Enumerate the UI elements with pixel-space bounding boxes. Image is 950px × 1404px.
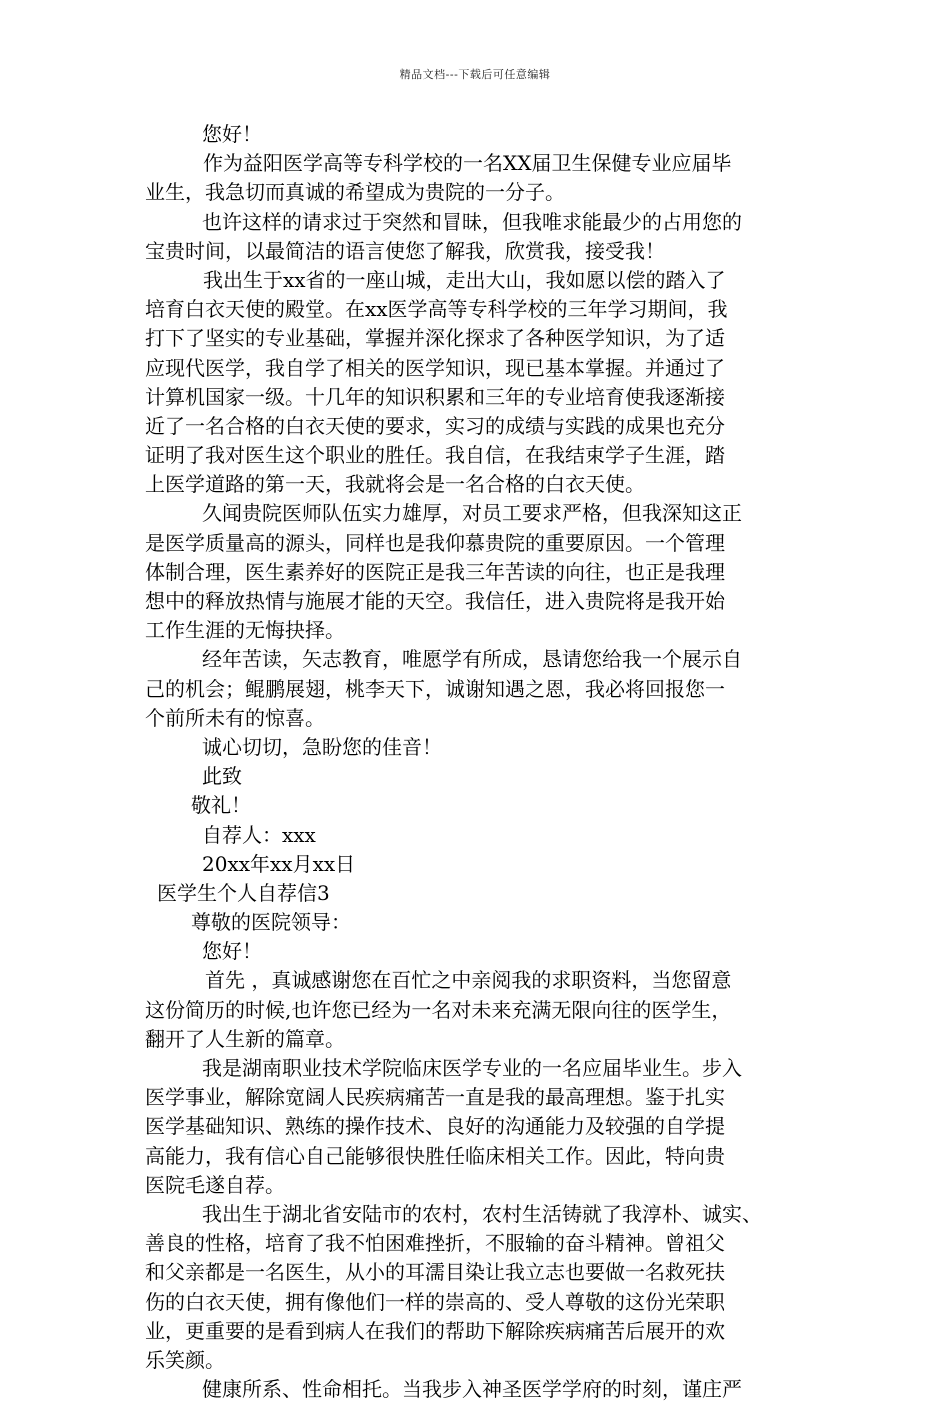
text-line: 医院毛遂自荐。 — [145, 1172, 285, 1197]
text-line: 想中的释放热情与施展才能的天空。我信任，进入贵院将是我开始 — [145, 589, 725, 613]
document-body — [145, 120, 805, 1404]
text-line: 翻开了人生新的篇章。 — [145, 1026, 345, 1051]
text-line: 个前所未有的惊喜。 — [145, 705, 325, 730]
text-line: 我是湖南职业技术学院临床医学专业的一名应届毕业生。步入 — [202, 1056, 742, 1080]
text-line: 经年苦读，矢志教育，唯愿学有所成，恳请您给我一个展示自 — [202, 647, 742, 672]
text-line: 宝贵时间，以最简洁的语言使您了解我，欣赏我，接受我！ — [145, 238, 665, 263]
text-line: 工作生涯的无悔抉择。 — [145, 618, 345, 643]
date-line: 20xx年xx月xx日 — [202, 851, 356, 876]
text-line: 伤的白衣天使，拥有像他们一样的崇高的、受人尊敬的这份光荣职 — [145, 1289, 725, 1314]
signature-line: 自荐人：xxx — [202, 822, 316, 847]
text-line: 您好！ — [202, 939, 262, 964]
greeting-line: 尊敬的医院领导： — [191, 910, 351, 935]
text-line: 培育白衣天使的殿堂。在xx医学高等专科学校的三年学习期间，我 — [145, 297, 728, 322]
text-line: 己的机会；鲲鹏展翅，桃李天下，诚谢知遇之恩，我必将回报您一 — [145, 676, 725, 701]
text-line: 应现代医学，我自学了相关的医学知识，现已基本掌握。并通过了 — [145, 355, 725, 380]
text-line: 乐笑颜。 — [145, 1347, 225, 1372]
text-line: 高能力，我有信心自己能够很快胜任临床相关工作。因此，特向贵 — [145, 1143, 725, 1168]
closing-salutation: 此致 — [202, 764, 242, 789]
text-line: 业生，我急切而真诚的希望成为贵院的一分子。 — [145, 180, 565, 205]
text-line: 健康所系、性命相托。当我步入神圣医学学府的时刻，谨庄严 — [202, 1377, 742, 1402]
text-line: 我出生于湖北省安陆市的农村，农村生活铸就了我淳朴、诚实、 — [202, 1201, 762, 1226]
text-line: 业，更重要的是看到病人在我们的帮助下解除疾病痛苦后展开的欢 — [145, 1318, 725, 1343]
text-line: 也许这样的请求过于突然和冒昧，但我唯求能最少的占用您的 — [202, 209, 742, 234]
page-header: 精品文档---下载后可任意编辑 — [399, 68, 551, 81]
text-line: 和父亲都是一名医生，从小的耳濡目染让我立志也要做一名救死扶 — [145, 1260, 725, 1285]
text-line: 我出生于xx省的一座山城，走出大山，我如愿以偿的踏入了 — [203, 267, 726, 292]
text-line: 近了一名合格的白衣天使的要求，实习的成绩与实践的成果也充分 — [145, 413, 725, 438]
text-line: 这份简历的时候,也许您已经为一名对未来充满无限向往的医学生， — [145, 997, 732, 1022]
text-line: 诚心切切，急盼您的佳音！ — [202, 734, 442, 759]
text-line: 证明了我对医生这个职业的胜任。我自信，在我结束学子生涯，踏 — [145, 443, 725, 468]
text-line: 计算机国家一级。十几年的知识积累和三年的专业培育使我逐渐接 — [145, 384, 725, 409]
section-title: 医学生个人自荐信3 — [157, 880, 330, 905]
text-line: 善良的性格，培育了我不怕困难挫折，不服输的奋斗精神。曾祖父 — [145, 1231, 725, 1256]
text-line: 医学事业，解除宽阔人民疾病痛苦一直是我的最高理想。鉴于扎实 — [145, 1085, 725, 1110]
text-line: 是医学质量高的源头，同样也是我仰慕贵院的重要原因。一个管理 — [145, 530, 725, 555]
text-line: 作为益阳医学高等专科学校的一名XX届卫生保健专业应届毕 — [203, 151, 732, 176]
text-line: 您好！ — [202, 122, 262, 146]
text-line: 打下了坚实的专业基础，掌握并深化探求了各种医学知识，为了适 — [145, 326, 725, 351]
text-line: 上医学道路的第一天，我就将会是一名合格的白衣天使。 — [145, 472, 645, 497]
text-line: 首先 ，真诚感谢您在百忙之中亲阅我的求职资料，当您留意 — [205, 968, 732, 993]
text-line: 体制合理，医生素养好的医院正是我三年苦读的向往，也正是我理 — [145, 559, 725, 584]
text-line: 医学基础知识、熟练的操作技术、良好的沟通能力及较强的自学提 — [145, 1114, 725, 1139]
closing-salutation: 敬礼！ — [191, 793, 251, 818]
text-line: 久闻贵院医师队伍实力雄厚，对员工要求严格，但我深知这正 — [202, 501, 742, 526]
